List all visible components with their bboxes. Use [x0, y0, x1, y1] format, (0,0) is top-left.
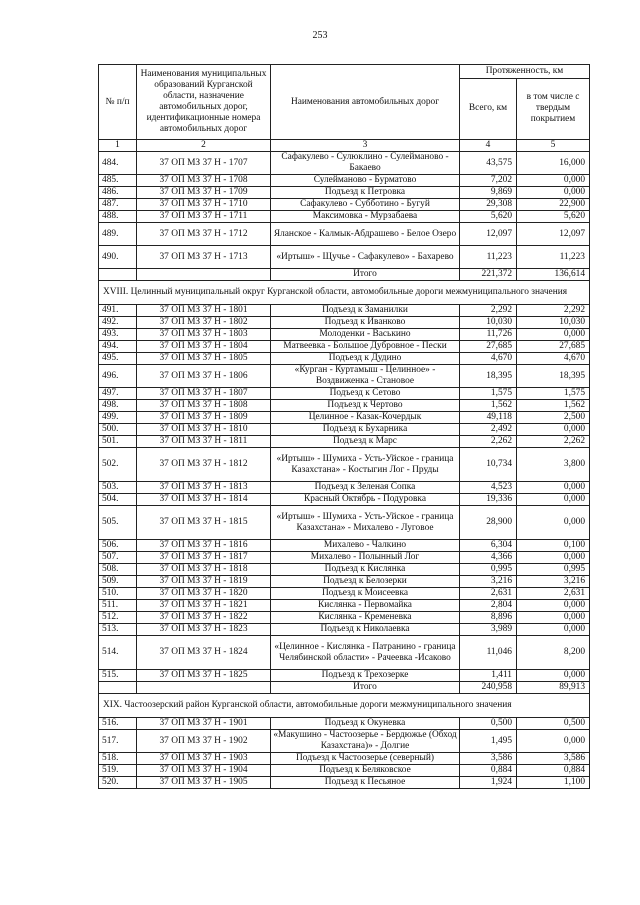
table-row [99, 412, 590, 424]
section-heading: XIX. Частоозерский район Курганской области, автомобильные дороги межмуниципального значения [99, 694, 590, 718]
row-number: 513. [99, 624, 137, 636]
length-paved: 3,216 [517, 576, 590, 588]
length-total: 28,900 [460, 506, 517, 540]
row-number: 511. [99, 600, 137, 612]
road-name: Подъезд к Бухарника [271, 424, 460, 436]
total-total: 221,372 [460, 269, 517, 281]
road-name: Подъезд к Петровка [271, 187, 460, 199]
table-row [99, 187, 590, 199]
road-name: Подъезд к Моисеевка [271, 588, 460, 600]
row-number: 510. [99, 588, 137, 600]
road-id: 37 ОП МЗ 37 Н - 1807 [137, 388, 271, 400]
row-number: 496. [99, 365, 137, 388]
length-paved: 5,620 [517, 211, 590, 223]
road-id: 37 ОП МЗ 37 Н - 1802 [137, 317, 271, 329]
length-total: 27,685 [460, 341, 517, 353]
road-id: 37 ОП МЗ 37 Н - 1824 [137, 636, 271, 670]
length-paved: 0,000 [517, 670, 590, 682]
row-number: 497. [99, 388, 137, 400]
length-paved: 1,575 [517, 388, 590, 400]
length-paved: 0,995 [517, 564, 590, 576]
table-row [99, 636, 590, 670]
road-id: 37 ОП МЗ 37 Н - 1905 [137, 777, 271, 789]
length-total: 2,804 [460, 600, 517, 612]
table-row [99, 540, 590, 552]
row-number: 498. [99, 400, 137, 412]
section-row [99, 281, 590, 305]
total-total: 240,958 [460, 682, 517, 694]
road-id: 37 ОП МЗ 37 Н - 1904 [137, 765, 271, 777]
road-id: 37 ОП МЗ 37 Н - 1801 [137, 305, 271, 317]
total-paved: 136,614 [517, 269, 590, 281]
index-cell: 3 [271, 140, 460, 152]
road-name: Подъезд к Дудино [271, 353, 460, 365]
length-paved: 0,000 [517, 175, 590, 187]
length-paved: 27,685 [517, 341, 590, 353]
row-number: 509. [99, 576, 137, 588]
road-id: 37 ОП МЗ 37 Н - 1821 [137, 600, 271, 612]
section-heading: XVIII. Целинный муниципальный округ Курганской области, автомобильные дороги межмуниципального значения [99, 281, 590, 305]
index-cell: 5 [517, 140, 590, 152]
length-total: 4,670 [460, 353, 517, 365]
row-number: 488. [99, 211, 137, 223]
length-paved: 0,000 [517, 506, 590, 540]
length-paved: 1,562 [517, 400, 590, 412]
header-municipal: Наименования муниципальных образований Курганской области, назначение автомобильных дорог, идентификационные номера автомобильных дорог [137, 65, 271, 140]
length-paved: 2,292 [517, 305, 590, 317]
road-id: 37 ОП МЗ 37 Н - 1803 [137, 329, 271, 341]
road-id: 37 ОП МЗ 37 Н - 1711 [137, 211, 271, 223]
length-paved: 0,000 [517, 329, 590, 341]
length-paved: 11,223 [517, 246, 590, 269]
row-number: 519. [99, 765, 137, 777]
length-paved: 3,586 [517, 753, 590, 765]
road-name: Подъезд к Иванково [271, 317, 460, 329]
length-paved: 2,262 [517, 436, 590, 448]
table-row [99, 246, 590, 269]
length-total: 0,884 [460, 765, 517, 777]
table-row [99, 588, 590, 600]
table-body [99, 152, 590, 789]
length-paved: 0,000 [517, 612, 590, 624]
road-name: Яланское - Калмык-Абдрашево - Белое Озеро [271, 223, 460, 246]
total-paved: 89,913 [517, 682, 590, 694]
road-id: 37 ОП МЗ 37 Н - 1811 [137, 436, 271, 448]
total-label: Итого [271, 269, 460, 281]
length-paved: 1,100 [517, 777, 590, 789]
road-id: 37 ОП МЗ 37 Н - 1707 [137, 152, 271, 175]
table-row [99, 670, 590, 682]
length-paved: 0,000 [517, 624, 590, 636]
table-row [99, 305, 590, 317]
table-row [99, 730, 590, 753]
length-paved: 0,000 [517, 552, 590, 564]
table-row [99, 482, 590, 494]
header-length-group: Протяженность, км [460, 65, 590, 79]
length-paved: 18,395 [517, 365, 590, 388]
row-number: 508. [99, 564, 137, 576]
page-number: 253 [312, 30, 328, 41]
table-row [99, 329, 590, 341]
table-row [99, 436, 590, 448]
table-row [99, 576, 590, 588]
length-total: 3,216 [460, 576, 517, 588]
row-number: 520. [99, 777, 137, 789]
length-total: 1,924 [460, 777, 517, 789]
road-id: 37 ОП МЗ 37 Н - 1804 [137, 341, 271, 353]
table-header [99, 65, 590, 152]
road-id: 37 ОП МЗ 37 Н - 1901 [137, 718, 271, 730]
row-number: 507. [99, 552, 137, 564]
table-row [99, 400, 590, 412]
length-total: 6,304 [460, 540, 517, 552]
length-total: 1,495 [460, 730, 517, 753]
table-row [99, 600, 590, 612]
length-total: 11,046 [460, 636, 517, 670]
empty-cell [137, 682, 271, 694]
road-id: 37 ОП МЗ 37 Н - 1810 [137, 424, 271, 436]
road-name: «Целинное - Кислянка - Патранино - граница Челябинской области» - Рачеевка -Исаково [271, 636, 460, 670]
length-paved: 22,900 [517, 199, 590, 211]
table-row [99, 388, 590, 400]
road-name: Матвеевка - Большое Дубровное - Пески [271, 341, 460, 353]
length-total: 11,726 [460, 329, 517, 341]
length-paved: 16,000 [517, 152, 590, 175]
total-label: Итого [271, 682, 460, 694]
road-name: Красный Октябрь - Подуровка [271, 494, 460, 506]
row-number: 504. [99, 494, 137, 506]
length-paved: 0,000 [517, 424, 590, 436]
road-name: «Иртыш» - Щучье - Сафакулево» - Бахарево [271, 246, 460, 269]
table-row [99, 564, 590, 576]
table-row [99, 223, 590, 246]
road-name: Подъезд к Кислянка [271, 564, 460, 576]
row-number: 518. [99, 753, 137, 765]
road-name: Целинное - Казак-Кочердык [271, 412, 460, 424]
length-total: 11,223 [460, 246, 517, 269]
road-name: Подъезд к Николаевка [271, 624, 460, 636]
road-id: 37 ОП МЗ 37 Н - 1816 [137, 540, 271, 552]
road-name: Подъезд к Марс [271, 436, 460, 448]
length-paved: 0,000 [517, 187, 590, 199]
empty-cell [99, 682, 137, 694]
length-total: 12,097 [460, 223, 517, 246]
road-id: 37 ОП МЗ 37 Н - 1814 [137, 494, 271, 506]
length-total: 43,575 [460, 152, 517, 175]
row-number: 495. [99, 353, 137, 365]
row-number: 487. [99, 199, 137, 211]
row-number: 493. [99, 329, 137, 341]
length-paved: 2,500 [517, 412, 590, 424]
empty-cell [137, 269, 271, 281]
table-row [99, 448, 590, 482]
total-row [99, 269, 590, 281]
section-row [99, 694, 590, 718]
road-name: Подъезд к Сетово [271, 388, 460, 400]
length-total: 2,492 [460, 424, 517, 436]
road-id: 37 ОП МЗ 37 Н - 1813 [137, 482, 271, 494]
row-number: 517. [99, 730, 137, 753]
road-id: 37 ОП МЗ 37 Н - 1713 [137, 246, 271, 269]
length-total: 49,118 [460, 412, 517, 424]
road-name: «Иртыш» - Шумиха - Усть-Уйское - граница Казахстана» - Костыгин Лог - Пруды [271, 448, 460, 482]
length-paved: 3,800 [517, 448, 590, 482]
length-total: 2,631 [460, 588, 517, 600]
index-cell: 2 [137, 140, 271, 152]
length-total: 8,896 [460, 612, 517, 624]
road-name: Максимовка - Мурзабаева [271, 211, 460, 223]
road-name: Подъезд к Трехозерке [271, 670, 460, 682]
road-id: 37 ОП МЗ 37 Н - 1809 [137, 412, 271, 424]
road-name: Сафакулево - Субботино - Бугуй [271, 199, 460, 211]
road-id: 37 ОП МЗ 37 Н - 1818 [137, 564, 271, 576]
table-row [99, 624, 590, 636]
road-id: 37 ОП МЗ 37 Н - 1903 [137, 753, 271, 765]
table-row [99, 612, 590, 624]
road-name: Подъезд к Белозерки [271, 576, 460, 588]
road-id: 37 ОП МЗ 37 Н - 1709 [137, 187, 271, 199]
length-paved: 4,670 [517, 353, 590, 365]
road-name: Молоденки - Васькино [271, 329, 460, 341]
road-name: Подъезд к Песьяное [271, 777, 460, 789]
road-id: 37 ОП МЗ 37 Н - 1806 [137, 365, 271, 388]
table-row [99, 317, 590, 329]
row-number: 505. [99, 506, 137, 540]
road-id: 37 ОП МЗ 37 Н - 1817 [137, 552, 271, 564]
roads-table [98, 64, 590, 789]
road-name: Подъезд к Заманилки [271, 305, 460, 317]
road-name: Кислянка - Кременевка [271, 612, 460, 624]
table-row [99, 341, 590, 353]
length-paved: 12,097 [517, 223, 590, 246]
row-number: 486. [99, 187, 137, 199]
road-name: Кислянка - Первомайка [271, 600, 460, 612]
length-total: 0,995 [460, 564, 517, 576]
row-number: 494. [99, 341, 137, 353]
road-id: 37 ОП МЗ 37 Н - 1812 [137, 448, 271, 482]
row-number: 491. [99, 305, 137, 317]
length-total: 2,292 [460, 305, 517, 317]
length-total: 4,523 [460, 482, 517, 494]
road-id: 37 ОП МЗ 37 Н - 1822 [137, 612, 271, 624]
length-total: 1,411 [460, 670, 517, 682]
length-total: 19,336 [460, 494, 517, 506]
row-number: 485. [99, 175, 137, 187]
road-name: Подъезд к Окуневка [271, 718, 460, 730]
table-row [99, 365, 590, 388]
index-cell: 4 [460, 140, 517, 152]
length-total: 1,575 [460, 388, 517, 400]
row-number: 500. [99, 424, 137, 436]
road-name: Михалево - Чалкино [271, 540, 460, 552]
row-number: 492. [99, 317, 137, 329]
road-name: «Курган - Куртамыш - Целинное» - Воздвиженка - Становое [271, 365, 460, 388]
road-id: 37 ОП МЗ 37 Н - 1825 [137, 670, 271, 682]
total-row [99, 682, 590, 694]
length-total: 18,395 [460, 365, 517, 388]
road-id: 37 ОП МЗ 37 Н - 1710 [137, 199, 271, 211]
table-row [99, 718, 590, 730]
length-total: 10,030 [460, 317, 517, 329]
road-id: 37 ОП МЗ 37 Н - 1805 [137, 353, 271, 365]
header-road-name: Наименования автомобильных дорог [271, 65, 460, 140]
length-paved: 8,200 [517, 636, 590, 670]
length-total: 2,262 [460, 436, 517, 448]
table-row [99, 199, 590, 211]
row-number: 501. [99, 436, 137, 448]
table-row [99, 777, 590, 789]
length-total: 5,620 [460, 211, 517, 223]
table-row [99, 753, 590, 765]
length-paved: 0,500 [517, 718, 590, 730]
row-number: 502. [99, 448, 137, 482]
road-name: Подъезд к Чертово [271, 400, 460, 412]
road-id: 37 ОП МЗ 37 Н - 1815 [137, 506, 271, 540]
road-id: 37 ОП МЗ 37 Н - 1808 [137, 400, 271, 412]
table-row [99, 506, 590, 540]
road-name: Сафакулево - Сулюклино - Сулейманово - Бакаево [271, 152, 460, 175]
length-total: 0,500 [460, 718, 517, 730]
road-id: 37 ОП МЗ 37 Н - 1902 [137, 730, 271, 753]
road-name: Сулейманово - Бурматово [271, 175, 460, 187]
table-row [99, 424, 590, 436]
length-paved: 2,631 [517, 588, 590, 600]
length-paved: 0,000 [517, 730, 590, 753]
table-row [99, 152, 590, 175]
length-total: 1,562 [460, 400, 517, 412]
header-paved: в том числе с твердым покрытием [517, 78, 590, 139]
road-name: Подъезд к Зеленая Сопка [271, 482, 460, 494]
length-total: 4,366 [460, 552, 517, 564]
table-row [99, 552, 590, 564]
road-name: Михалево - Полынный Лог [271, 552, 460, 564]
road-id: 37 ОП МЗ 37 Н - 1708 [137, 175, 271, 187]
road-name: Подъезд к Частоозерье (северный) [271, 753, 460, 765]
length-total: 3,989 [460, 624, 517, 636]
row-number: 514. [99, 636, 137, 670]
row-number: 499. [99, 412, 137, 424]
length-total: 7,202 [460, 175, 517, 187]
length-total: 3,586 [460, 753, 517, 765]
length-paved: 10,030 [517, 317, 590, 329]
length-total: 10,734 [460, 448, 517, 482]
length-paved: 0,000 [517, 494, 590, 506]
road-id: 37 ОП МЗ 37 Н - 1820 [137, 588, 271, 600]
road-name: «Иртыш» - Шумиха - Усть-Уйское - граница Казахстана» - Михалево - Луговое [271, 506, 460, 540]
road-name: «Макушино - Частоозерье - Бердюжье (Обход Казахстана)» - Долгие [271, 730, 460, 753]
length-paved: 0,000 [517, 600, 590, 612]
table-row [99, 765, 590, 777]
empty-cell [99, 269, 137, 281]
row-number: 503. [99, 482, 137, 494]
table-row [99, 494, 590, 506]
row-number: 506. [99, 540, 137, 552]
road-name: Подъезд к Беляковское [271, 765, 460, 777]
header-total: Всего, км [460, 78, 517, 139]
length-paved: 0,000 [517, 482, 590, 494]
length-total: 29,308 [460, 199, 517, 211]
index-cell: 1 [99, 140, 137, 152]
header-num: № п/п [99, 65, 137, 140]
row-number: 489. [99, 223, 137, 246]
road-id: 37 ОП МЗ 37 Н - 1819 [137, 576, 271, 588]
table-row [99, 175, 590, 187]
length-paved: 0,100 [517, 540, 590, 552]
table-row [99, 211, 590, 223]
table-row [99, 353, 590, 365]
row-number: 516. [99, 718, 137, 730]
row-number: 512. [99, 612, 137, 624]
length-total: 9,869 [460, 187, 517, 199]
row-number: 484. [99, 152, 137, 175]
row-number: 515. [99, 670, 137, 682]
road-id: 37 ОП МЗ 37 Н - 1823 [137, 624, 271, 636]
road-id: 37 ОП МЗ 37 Н - 1712 [137, 223, 271, 246]
length-paved: 0,884 [517, 765, 590, 777]
row-number: 490. [99, 246, 137, 269]
